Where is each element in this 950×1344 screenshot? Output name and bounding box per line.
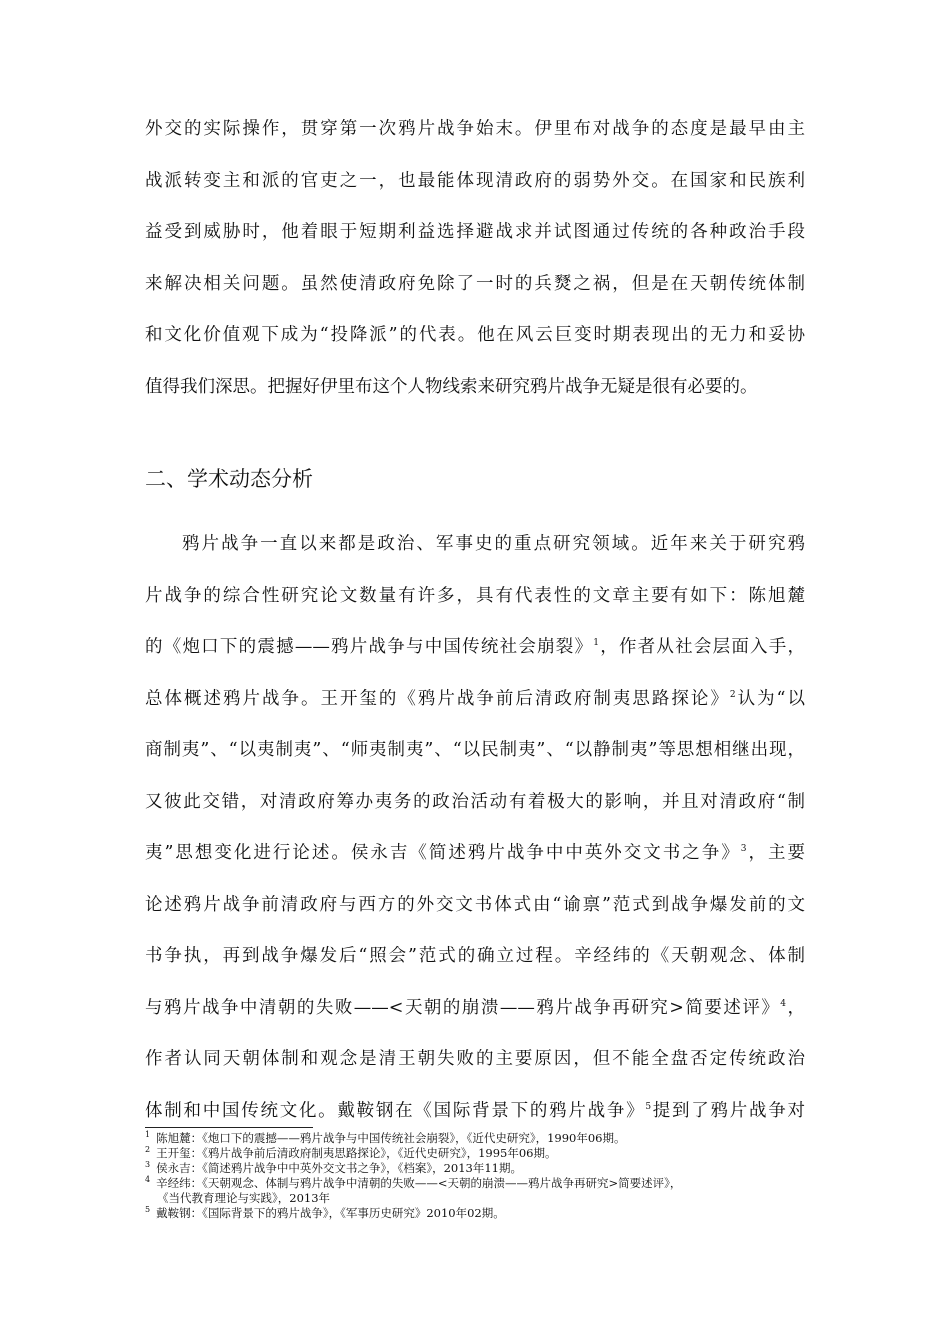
text-span: 总体概述鸦片战争。王开玺的《鸦片战争前后清政府制夷思路探论》 bbox=[145, 688, 730, 709]
text-line: 片战争的综合性研究论文数量有许多，具有代表性的文章主要有如下：陈旭麓 bbox=[145, 585, 805, 606]
text-line: 值得我们深思。把握好伊里布这个人物线索来研究鸦片战争无疑是很有必要的。 bbox=[145, 376, 758, 397]
text-line: 又彼此交错，对清政府筹办夷务的政治活动有着极大的影响，并且对清政府“制 bbox=[145, 791, 805, 812]
text-span: ，主要 bbox=[746, 843, 805, 863]
text-line: 来解决相关问题。虽然使清政府免除了一时的兵燹之祸，但是在天朝传统体制 bbox=[145, 273, 805, 294]
text-span: ， bbox=[786, 997, 805, 1018]
footnote-ref[interactable]: 3 bbox=[740, 844, 747, 855]
footnote-text: 陈旭麓：《炮口下的震撼——鸦片战争与中国传统社会崩裂》，《近代史研究》，1990年06期。 bbox=[156, 1131, 626, 1145]
footnote-number: 3 bbox=[145, 1160, 151, 1170]
text-line bbox=[145, 983, 805, 1035]
text-line: 论述鸦片战争前清政府与西方的外交文书体式由“谕禀”范式到战争爆发前的文 bbox=[145, 894, 805, 915]
footnote-ref[interactable]: 4 bbox=[780, 998, 787, 1009]
footnote-ref[interactable]: 5 bbox=[645, 1101, 652, 1112]
footnote-text: 戴鞍钢：《国际背景下的鸦片战争》，《军事历史研究》2010年02期。 bbox=[156, 1206, 505, 1220]
text-line: 商制夷”、“以夷制夷”、“师夷制夷”、“以民制夷”、“以静制夷”等思想相继出现， bbox=[145, 740, 805, 760]
footnote-item bbox=[145, 1161, 815, 1176]
text-line: 作者认同天朝体制和观念是清王朝失败的主要原因，但不能全盘否定传统政治 bbox=[145, 1049, 805, 1069]
text-span: 夷”思想变化进行论述。侯永吉《简述鸦片战争中中英外交文书之争》 bbox=[145, 843, 741, 863]
footnote-text: 侯永吉：《简述鸦片战争中中英外交文书之争》，《档案》，2013年11期。 bbox=[156, 1161, 522, 1175]
footnote-number: 1 bbox=[145, 1130, 151, 1140]
footnote-item bbox=[145, 1206, 815, 1221]
footnote-continuation: 《当代教育理论与实践》，2013年 bbox=[157, 1191, 331, 1205]
text-span: 体制和中国传统文化。戴鞍钢在《国际背景下的鸦片战争》 bbox=[145, 1100, 646, 1121]
paragraph-intro bbox=[145, 104, 805, 413]
text-line: 书争执，再到战争爆发后“照会”范式的确立过程。辛经纬的《天朝观念、体制 bbox=[145, 946, 805, 966]
footnote-text: 辛经纬：《天朝观念、体制与鸦片战争中清朝的失败——<天朝的崩溃——鸦片战争再研究>简要述评》， bbox=[156, 1176, 682, 1190]
footnote-ref[interactable]: 1 bbox=[593, 638, 599, 649]
footnote-number: 5 bbox=[145, 1205, 151, 1215]
text-line bbox=[145, 828, 805, 880]
text-line: 外交的实际操作，贯穿第一次鸦片战争始末。伊里布对战争的态度是最早由主 bbox=[145, 119, 805, 139]
footnote-text: 王开玺：《鸦片战争前后清政府制夷思路探论》，《近代史研究》，1995年06期。 bbox=[156, 1146, 557, 1160]
text-line: 益受到威胁时，他着眼于短期利益选择避战求并试图通过传统的各种政治手段 bbox=[145, 222, 805, 242]
footnote-number: 2 bbox=[145, 1145, 151, 1155]
text-span: 的《炮口下的震撼——鸦片战争与中国传统社会崩裂》 bbox=[145, 637, 594, 657]
footnote-item bbox=[145, 1131, 815, 1146]
footnote-ref[interactable]: 2 bbox=[729, 689, 736, 700]
text-line: 鸦片战争一直以来都是政治、军事史的重点研究领域。近年来关于研究鸦 bbox=[182, 534, 805, 554]
text-line bbox=[145, 674, 805, 726]
text-line: 和文化价值观下成为“投降派”的代表。他在风云巨变时期表现出的无力和妥协 bbox=[145, 325, 805, 345]
footnote-item bbox=[145, 1146, 815, 1161]
footnote-item bbox=[145, 1176, 815, 1191]
footnote-number: 4 bbox=[145, 1175, 151, 1185]
text-span: ，作者从社会层面入手， bbox=[599, 637, 805, 657]
footnote-separator bbox=[145, 1127, 313, 1128]
section-heading: 二、学术动态分析 bbox=[145, 467, 313, 491]
footnotes bbox=[145, 1131, 815, 1221]
text-line: 战派转变主和派的官吏之一，也最能体现清政府的弱势外交。在国家和民族利 bbox=[145, 170, 805, 191]
text-span: 提到了鸦片战争对 bbox=[651, 1100, 805, 1121]
text-span: 与鸦片战争中清朝的失败——<天朝的崩溃——鸦片战争再研究>简要述评》 bbox=[145, 997, 781, 1018]
text-span: 认为“以 bbox=[735, 688, 805, 709]
text-line bbox=[145, 622, 805, 674]
text-line bbox=[145, 1086, 805, 1138]
